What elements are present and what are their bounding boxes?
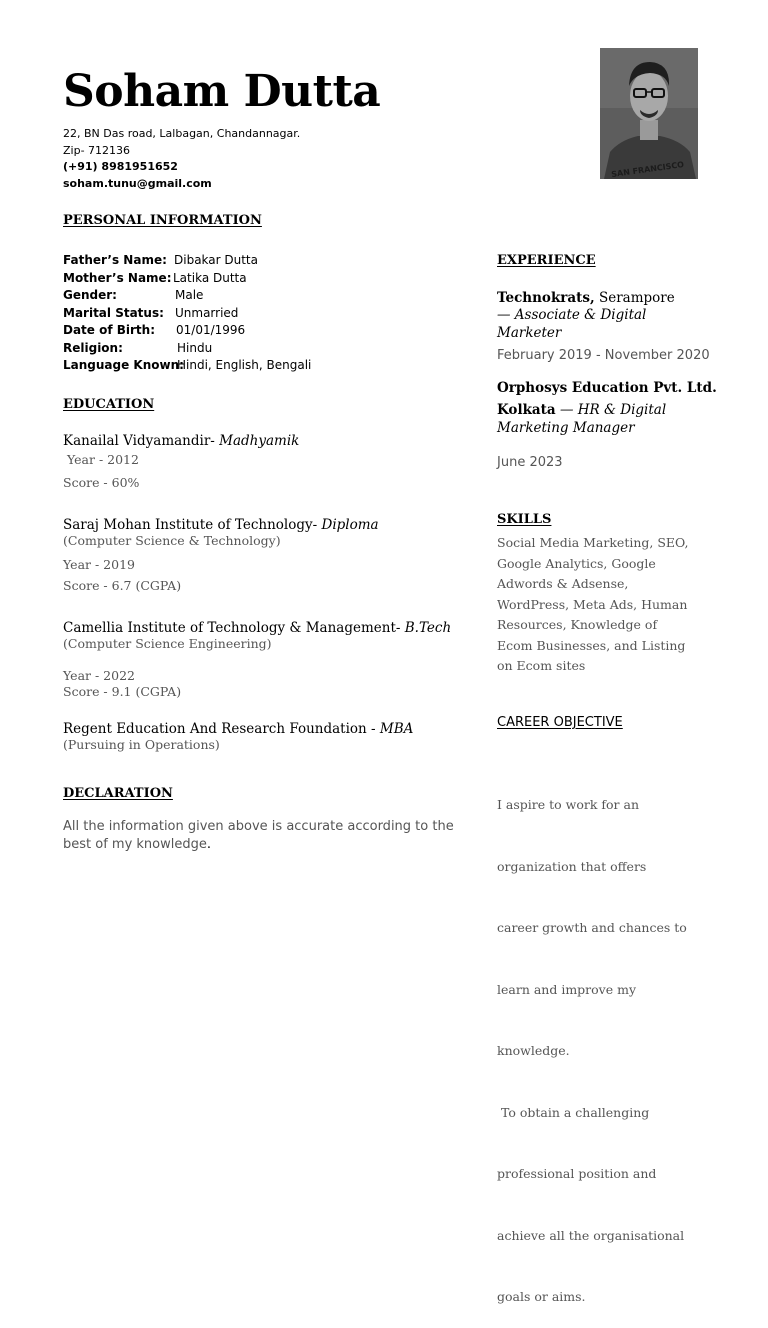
job-dates: June 2023 <box>497 455 563 470</box>
info-key: Religion: <box>63 340 123 355</box>
job-location: Kolkata <box>497 402 556 418</box>
institute-name: Kanailal Vidyamandir <box>63 433 211 449</box>
profile-photo <box>600 48 698 179</box>
experience-heading: EXPERIENCE <box>497 253 596 268</box>
institute-separator: - <box>210 433 220 449</box>
job-role-line <box>497 402 666 418</box>
career-objective-heading: CAREER OBJECTIVE <box>497 715 623 730</box>
job-dates: February 2019 - November 2020 <box>497 348 710 363</box>
degree-name: MBA <box>379 721 414 737</box>
candidate-name: Soham Dutta <box>63 66 381 117</box>
info-value: Male <box>175 288 204 302</box>
education-detail: (Pursuing in Operations) <box>63 737 220 752</box>
job-role-continued: Marketing Manager <box>497 420 635 436</box>
education-institute <box>63 620 451 636</box>
education-year: Year - 2022 <box>63 668 135 683</box>
skills-line: Adwords & Adsense, <box>497 576 629 591</box>
job-role: — HR & Digital <box>555 402 667 418</box>
career-line: learn and improve my <box>497 981 637 997</box>
career-line: achieve all the organisational <box>497 1227 685 1243</box>
declaration-period: . <box>206 837 212 852</box>
info-key: Mother’s Name: <box>63 270 172 285</box>
skills-list <box>497 533 727 677</box>
skills-line: on Ecom sites <box>497 658 586 673</box>
education-detail: (Computer Science Engineering) <box>63 636 272 651</box>
institute-separator: - <box>395 620 405 636</box>
info-row-gender <box>63 287 204 305</box>
education-detail: (Computer Science & Technology) <box>63 533 281 548</box>
info-value: Hindu <box>177 340 213 355</box>
job-company: Orphosys Education Pvt. Ltd. <box>497 380 717 396</box>
info-key: Marital Status: <box>63 305 164 320</box>
education-institute <box>63 517 379 533</box>
education-year: Year - 2019 <box>63 557 135 572</box>
zip-code: Zip- 712136 <box>63 143 131 157</box>
info-value: Dibakar Dutta <box>174 253 258 267</box>
institute-name: Saraj Mohan Institute of Technology <box>63 517 313 533</box>
job-company: Technokrats, <box>497 290 595 306</box>
degree-name: B.Tech <box>404 620 452 636</box>
declaration-text <box>63 818 463 854</box>
skills-heading: SKILLS <box>497 512 552 527</box>
contact-block <box>63 126 300 193</box>
info-key: Date of Birth: <box>63 323 156 337</box>
education-score: Score - 60% <box>63 475 140 490</box>
institute-separator: - <box>312 517 322 533</box>
info-value: Hindi, English, Bengali <box>177 358 312 372</box>
phone-number: (+91) 8981951652 <box>63 160 178 174</box>
skills-line: Google Analytics, Google <box>497 555 656 571</box>
info-row-languages <box>63 357 312 375</box>
career-line: To obtain a challenging <box>497 1104 650 1120</box>
education-score: Score - 6.7 (CGPA) <box>63 578 182 593</box>
info-row-mother <box>63 270 247 288</box>
job-role: — Associate & Digital <box>497 307 647 323</box>
degree-name: Madhyamik <box>219 433 300 449</box>
education-heading: EDUCATION <box>63 397 155 412</box>
info-key: Language Known: <box>63 358 184 372</box>
info-row-religion <box>63 340 213 358</box>
job-company-line <box>497 290 675 306</box>
career-line: organization that offers <box>497 858 647 874</box>
education-institute <box>63 433 299 449</box>
career-line: professional position and <box>497 1166 657 1181</box>
info-key: Father’s Name: <box>63 253 167 267</box>
info-key: Gender: <box>63 288 117 302</box>
institute-name: Regent Education And Research Foundation <box>63 721 372 737</box>
job-location: Serampore <box>594 290 675 306</box>
info-value: 01/01/1996 <box>176 323 246 337</box>
info-value: Latika Dutta <box>173 270 247 285</box>
career-objective-text <box>497 754 727 1328</box>
education-year: Year - 2012 <box>63 452 139 467</box>
personal-info-heading: PERSONAL INFORMATION <box>63 213 262 228</box>
job-role-continued: Marketer <box>497 325 562 341</box>
email-address: soham.tunu@gmail.com <box>63 177 212 191</box>
career-line: knowledge. <box>497 1043 570 1058</box>
skills-line: WordPress, Meta Ads, Human <box>497 596 688 612</box>
career-line: career growth and chances to <box>497 920 687 935</box>
portrait-image <box>600 48 698 179</box>
degree-name: Diploma <box>321 517 379 533</box>
skills-line: Resources, Knowledge of <box>497 617 658 632</box>
skills-line: Ecom Businesses, and Listing <box>497 637 686 653</box>
institute-separator: - <box>371 721 380 737</box>
education-score: Score - 9.1 (CGPA) <box>63 684 182 699</box>
info-row-date-of-birth <box>63 322 246 340</box>
institute-name: Camellia Institute of Technology & Management <box>63 620 396 636</box>
career-line: goals or aims. <box>497 1289 586 1304</box>
info-value: Unmarried <box>175 305 239 320</box>
address: 22, BN Das road, Lalbagan, Chandannagar. <box>63 127 301 140</box>
declaration-body: All the information given above is accurate according to the best of my knowledge <box>63 819 454 852</box>
education-institute <box>63 721 413 737</box>
info-row-marital-status <box>63 305 239 323</box>
info-row-father <box>63 252 258 270</box>
skills-line: Social Media Marketing, SEO, <box>497 535 689 550</box>
career-line: I aspire to work for an <box>497 797 639 812</box>
declaration-heading: DECLARATION <box>63 786 173 801</box>
shirt-text: SAN FRANCISCO <box>610 159 685 179</box>
